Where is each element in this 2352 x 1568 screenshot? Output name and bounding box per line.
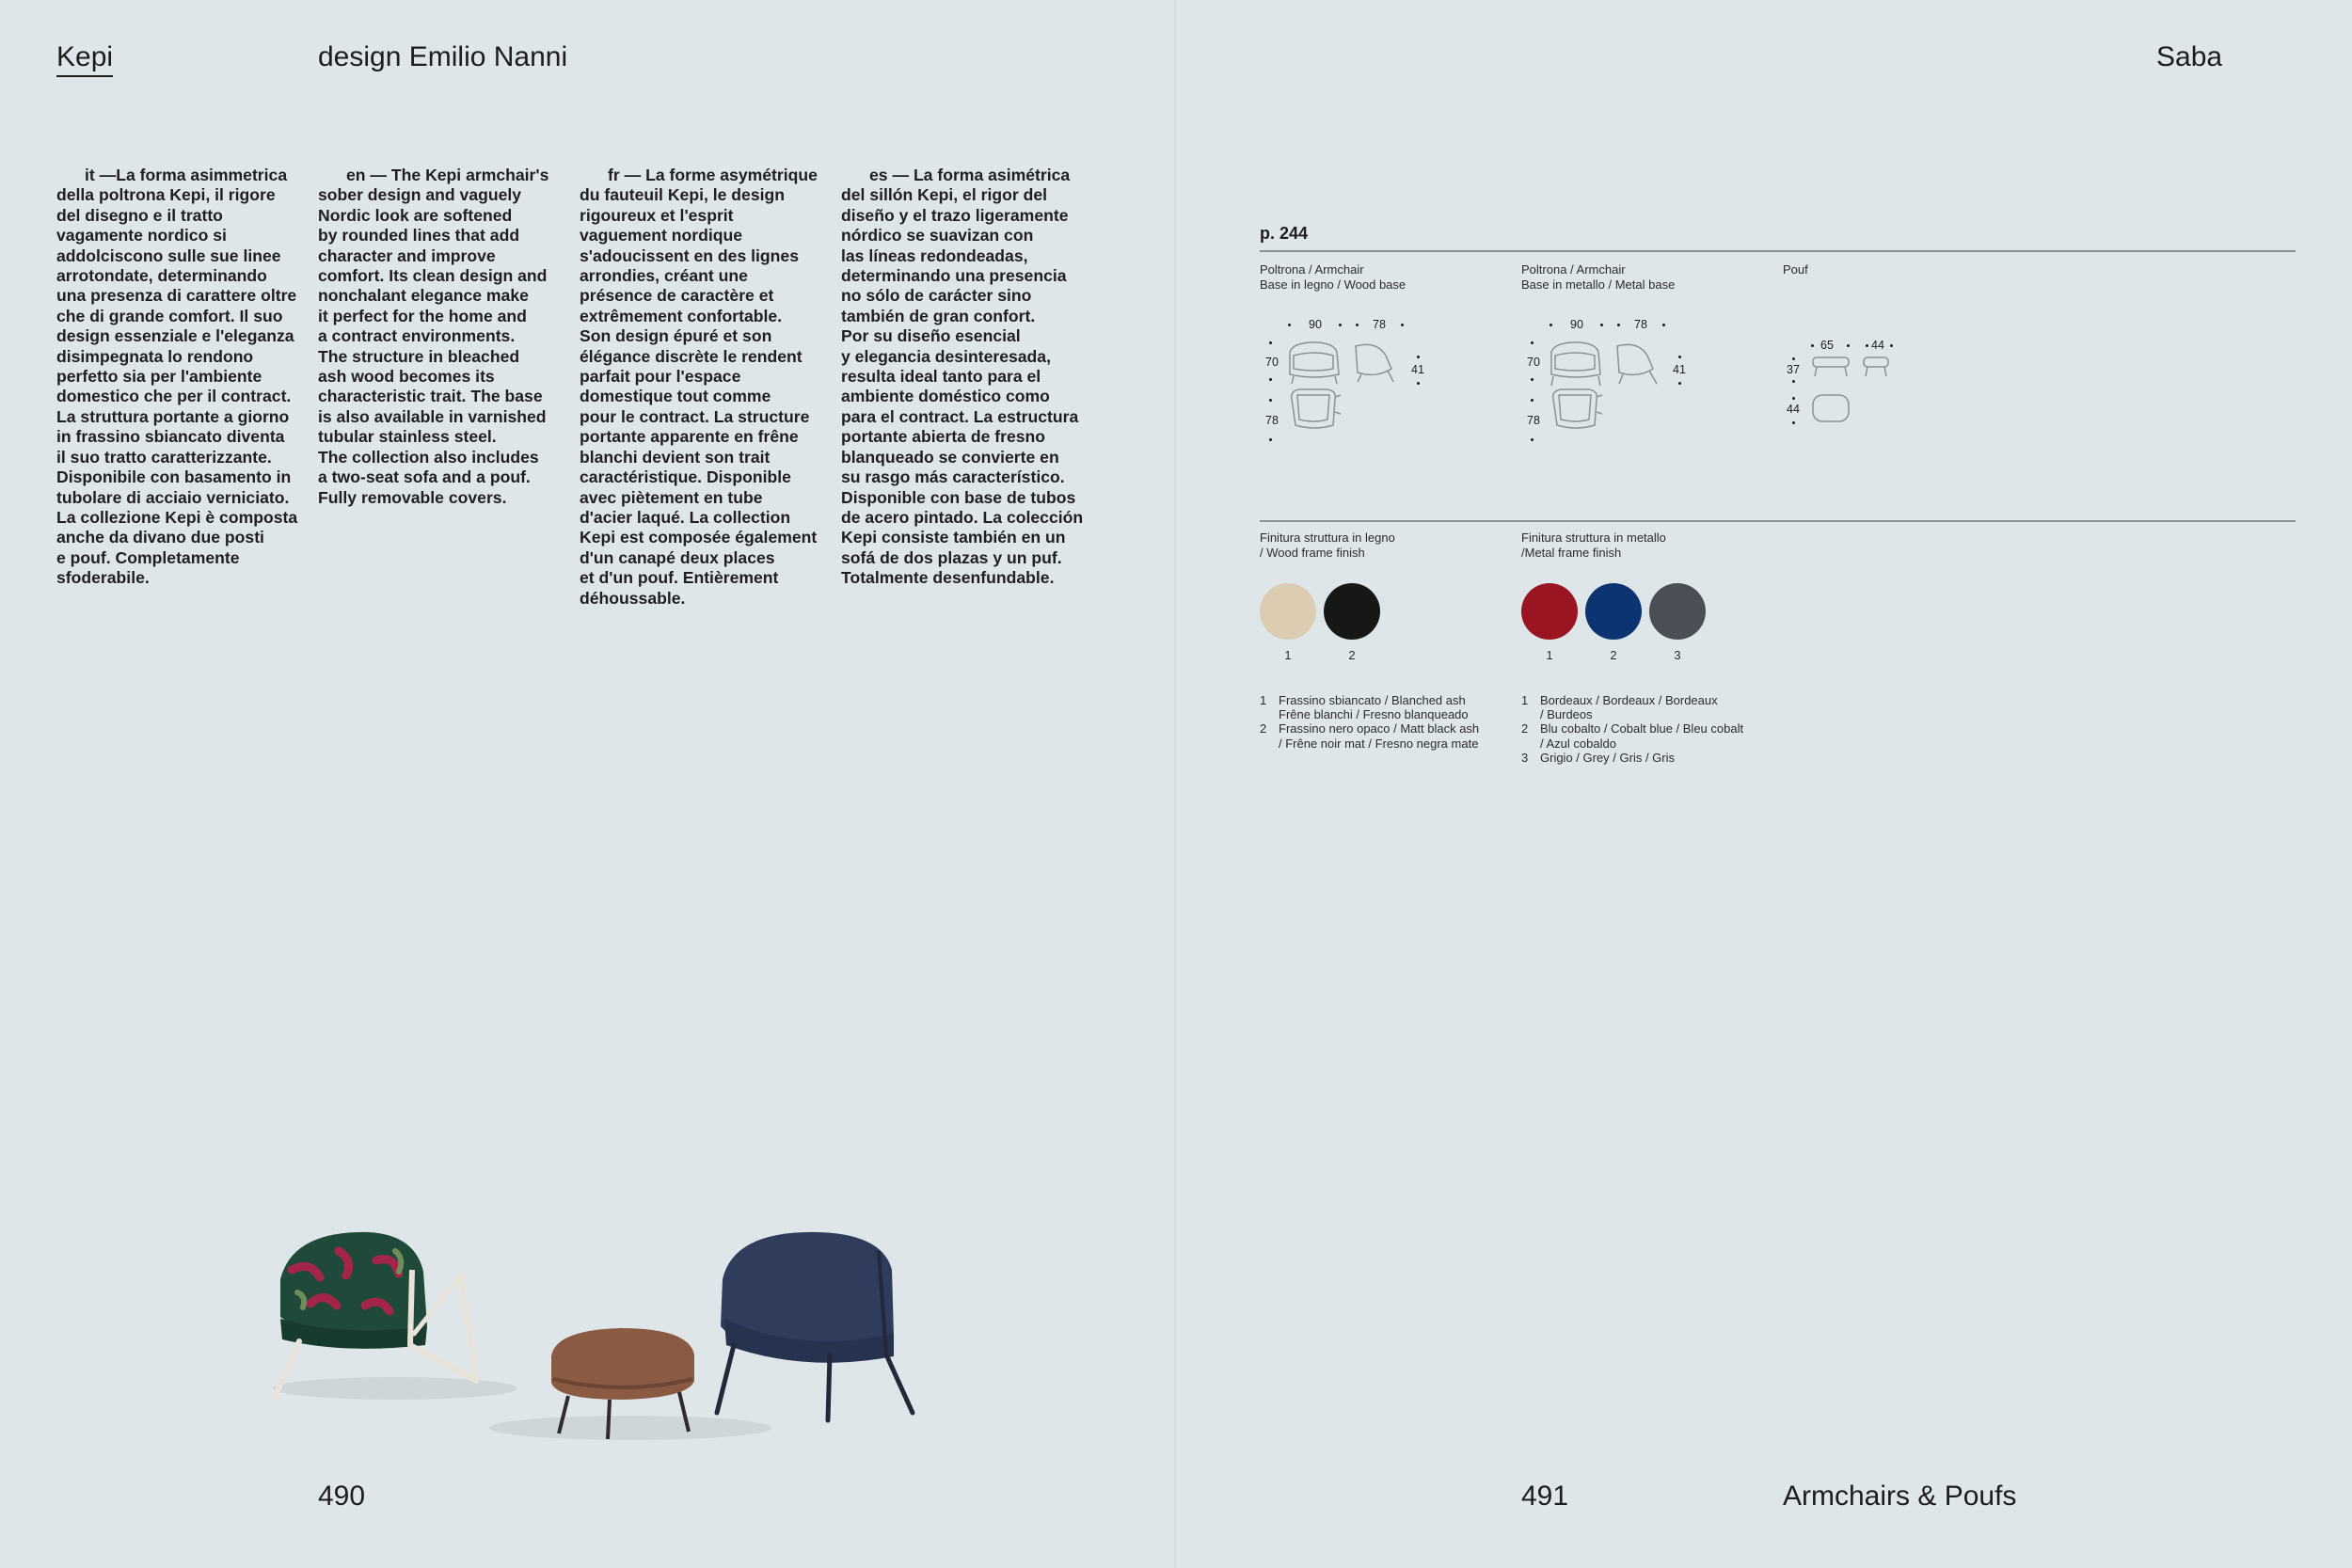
brand-title: Kepi <box>56 41 113 77</box>
dimension-drawing-pouf <box>1783 335 1971 438</box>
swatch-number: 1 <box>1546 648 1553 662</box>
legend-item: 1 Bordeaux / Bordeaux / Bordeaux / Burdeos <box>1521 693 1718 722</box>
swatch-bordeaux <box>1521 583 1578 640</box>
product-label-wood-armchair: Poltrona / Armchair Base in legno / Wood base <box>1260 262 1406 292</box>
dim-plan-depth: 78 <box>1527 414 1540 427</box>
description-es: es — La forma asimétrica del sillón Kepi, el rigor del diseño y el trazo ligeramente nórdico se suavizan con las líneas redondeadas, determinando una presencia no sólo de carácter sino también de gran confort. Por su diseño esencial y elegancia desinteresada, resulta ideal tanto para el ambiente doméstico como para el contract. La estructura portante abierta de fresno blanqueado se convierte en su rasgo más característico. Disponible con base de tubos de acero pintado. La colección Kepi consiste también en un sofá de dos plazas y un puf. Totalmente desenfundable. <box>841 166 1084 588</box>
description-it: it —La forma asimmetrica della poltrona Kepi, il rigore del disegno e il tratto vagamente nordico si addolciscono sulle sue linee arrotondate, determinando una presenza di carattere oltre che di grande comfort. Il suo design essenziale e l'eleganza disimpegnata lo rendono perfetto sia per l'ambiente domestico che per il contract. La struttura portante a giorno in frassino sbiancato diventa il suo tratto caratterizzante. Disponibile con basamento in tubolare di acciaio verniciato. La collezione Kepi è composta anche da divano due posti e pouf. Completamente sfoderabile. <box>56 166 298 588</box>
dim-height: 70 <box>1527 356 1540 369</box>
blue-armchair-image <box>717 1232 913 1420</box>
swatch-number: 1 <box>1284 648 1292 662</box>
finish-title-metal: Finitura struttura in metallo /Metal frame finish <box>1521 531 1666 560</box>
pouf-outline-icon <box>1811 356 1905 431</box>
swatch-number: 2 <box>1610 648 1617 662</box>
swatch-blanched-ash <box>1260 583 1316 640</box>
finish-title-wood: Finitura struttura in legno / Wood frame finish <box>1260 531 1395 560</box>
finish-legend-metal <box>1521 693 1785 765</box>
family-title: Saba <box>2156 41 2223 72</box>
section-title: Armchairs & Poufs <box>1783 1481 2017 1512</box>
page-reference: p. 244 <box>1260 224 1309 243</box>
dim-width: 90 <box>1570 318 1583 331</box>
page-number-left: 490 <box>318 1481 366 1512</box>
product-label-metal-armchair: Poltrona / Armchair Base in metallo / Metal base <box>1521 262 1676 292</box>
dim-plan-depth: 78 <box>1265 414 1279 427</box>
dim-depth: 78 <box>1373 318 1386 331</box>
divider-top <box>1260 250 2296 252</box>
legend-item: 1 Frassino sbiancato / Blanched ash Frêne blanchi / Fresno blanqueado <box>1260 693 1469 722</box>
swatch-cobalt-blue <box>1585 583 1642 640</box>
page-number-right: 491 <box>1521 1481 1569 1512</box>
dim-width: 90 <box>1309 318 1322 331</box>
product-label-pouf: Pouf <box>1783 262 1808 277</box>
legend-item: 2 Frassino nero opaco / Matt black ash / Frêne noir mat / Fresno negra mate <box>1260 721 1480 751</box>
swatch-matt-black-ash <box>1324 583 1380 640</box>
divider-middle <box>1260 520 2296 522</box>
description-fr: fr — La forme asymétrique du fauteuil Kepi, le design rigoureux et l'esprit vaguement nordique s'adoucissent en des lignes arrondies, créant une présence de caractère et extrêmement confortable. Son design épuré et son élégance discrète le rendent parfait pour l'espace domestique tout comme pour le contract. La structure portante apparente en frêne blanchi devient son trait caractéristique. Disponible avec piètement en tube d'acier laqué. La collection Kepi est composée également d'un canapé deux places et d'un pouf. Entièrement déhoussable. <box>580 166 818 608</box>
swatch-number: 3 <box>1674 648 1681 662</box>
legend-item: 3 Grigio / Grey / Gris / Gris <box>1521 750 1676 765</box>
finish-legend-wood <box>1260 693 1514 751</box>
dim-seat-height: 41 <box>1411 363 1424 376</box>
green-armchair-image <box>275 1232 476 1398</box>
dimension-drawing-wood-armchair <box>1260 316 1495 448</box>
swatch-number: 2 <box>1348 648 1356 662</box>
armchair-outline-icon <box>1548 342 1679 446</box>
dim-seat-height: 41 <box>1673 363 1686 376</box>
page-gutter <box>1174 0 1176 1568</box>
product-photo <box>254 1213 978 1458</box>
dim-height: 37 <box>1787 363 1800 376</box>
dimension-drawing-metal-armchair <box>1521 316 1756 448</box>
legend-item: 2 Blu cobalto / Cobalt blue / Bleu cobalt / Azul cobaldo <box>1521 721 1744 751</box>
dim-depth: 78 <box>1634 318 1647 331</box>
armchair-outline-icon <box>1286 342 1418 446</box>
dim-width: 65 <box>1820 339 1834 352</box>
swatch-grey <box>1649 583 1706 640</box>
designer-credit: design Emilio Nanni <box>318 41 568 72</box>
description-en: en — The Kepi armchair's sober design and vaguely Nordic look are softened by rounded lines that add character and improve comfort. Its clean design and nonchalant elegance make it perfect for the home and a contract environments. The structure in bleached ash wood becomes its characteristic trait. The base is also available in varnished tubular stainless steel. The collection also includes a two-seat sofa and a pouf. Fully removable covers. <box>318 166 549 507</box>
dim-plan-depth: 44 <box>1787 403 1800 416</box>
dim-depth: 44 <box>1871 339 1884 352</box>
dim-height: 70 <box>1265 356 1279 369</box>
